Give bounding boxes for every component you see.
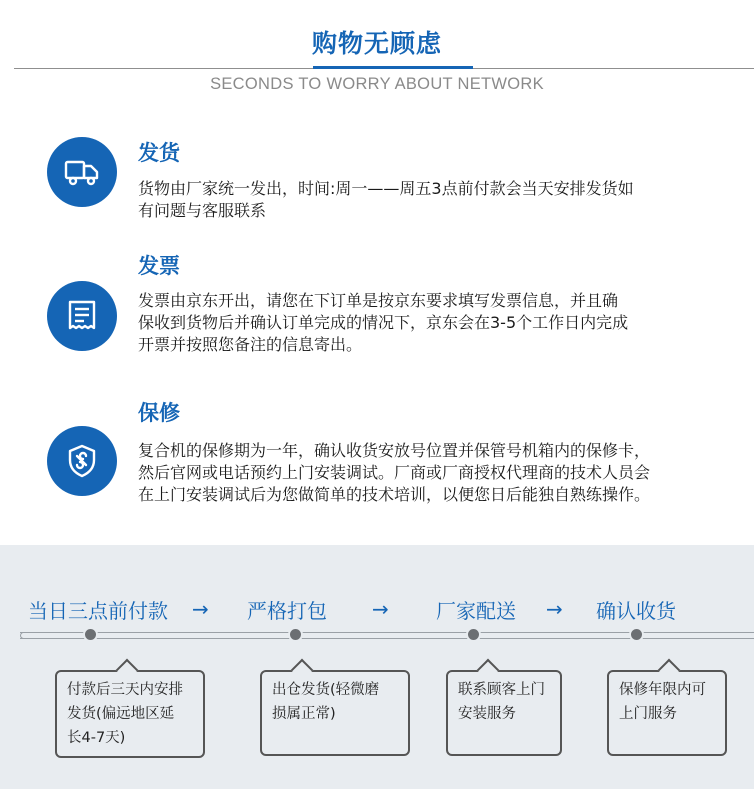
text-line: 开票并按照您备注的信息寄出。 — [138, 335, 363, 354]
detail-line: 安装服务 — [458, 706, 516, 722]
step-label-receipt: 确认收货 — [596, 599, 676, 623]
step-detail-box — [260, 670, 410, 756]
arrow-icon: → — [192, 597, 209, 621]
receipt-icon — [47, 281, 117, 351]
section-title: 发票 — [138, 254, 180, 278]
timeline-dot — [83, 627, 98, 642]
text-line: 然后官网或电话预约上门安装调试。厂商或厂商授权代理商的技术人员会 — [138, 463, 651, 482]
section-title: 发货 — [138, 141, 180, 165]
section-text — [138, 290, 738, 356]
detail-line: 上门服务 — [619, 706, 677, 722]
detail-line: 长4-7天) — [67, 730, 126, 746]
detail-line: 付款后三天内安排 — [67, 682, 183, 698]
section-title: 保修 — [138, 401, 180, 425]
shield-wrench-icon — [47, 426, 117, 496]
timeline-dot — [466, 627, 481, 642]
timeline-dot — [629, 627, 644, 642]
step-label-delivery: 厂家配送 — [436, 599, 516, 623]
arrow-icon: → — [372, 597, 389, 621]
truck-icon — [47, 137, 117, 207]
title-underline — [313, 66, 473, 69]
page-title: 购物无顾虑 — [311, 29, 442, 58]
page-subtitle: SECONDS TO WORRY ABOUT NETWORK — [210, 75, 544, 93]
text-line: 有问题与客服联系 — [138, 201, 267, 220]
text-line: 发票由京东开出，请您在下订单是按京东要求填写发票信息，并且确 — [138, 291, 619, 310]
step-label-packing: 严格打包 — [247, 599, 327, 623]
detail-line: 联系顾客上门 — [458, 682, 545, 698]
text-line: 货物由厂家统一发出，时间:周一——周五3点前付款会当天安排发货如 — [138, 179, 634, 198]
text-line: 在上门安装调试后为您做简单的技术培训，以便您日后能独自熟练操作。 — [138, 485, 651, 504]
detail-line: 保修年限内可 — [619, 682, 706, 698]
step-detail-box — [607, 670, 727, 756]
step-detail-box — [55, 670, 205, 758]
arrow-icon: → — [546, 597, 563, 621]
detail-line: 损属正常) — [272, 706, 336, 722]
step-label-payment: 当日三点前付款 — [28, 599, 168, 623]
detail-line: 出仓发货(轻微磨 — [272, 682, 380, 698]
header — [0, 0, 754, 110]
step-detail-box — [446, 670, 562, 756]
text-line: 复合机的保修期为一年，确认收货安放号位置并保管号机箱内的保修卡， — [138, 441, 651, 460]
section-text — [138, 178, 738, 222]
text-line: 保收到货物后并确认订单完成的情况下，京东会在3-5个工作日内完成 — [138, 313, 629, 332]
section-text — [138, 440, 750, 506]
timeline-dot — [288, 627, 303, 642]
detail-line: 发货(偏远地区延 — [67, 706, 175, 722]
